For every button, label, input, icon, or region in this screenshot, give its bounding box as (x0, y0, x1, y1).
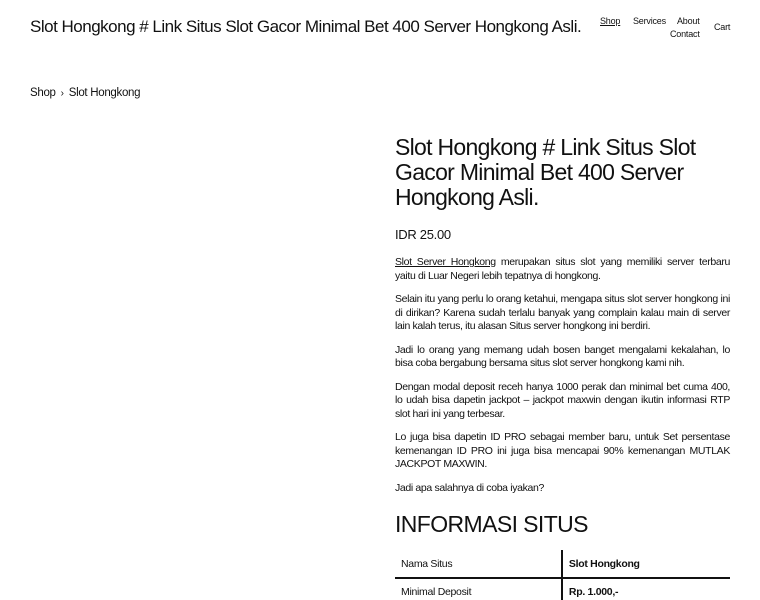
table-cell-value: Rp. 1.000,- (562, 578, 730, 600)
table-row (395, 578, 730, 600)
nav-item-shop[interactable]: Shop (600, 16, 621, 26)
nav-item-cart[interactable]: Cart (714, 22, 731, 32)
description-paragraph (395, 256, 730, 283)
table-cell-value: Slot Hongkong (562, 550, 730, 578)
table-cell-label: Minimal Deposit (401, 586, 472, 598)
breadcrumb (30, 87, 140, 99)
site-title[interactable]: Slot Hongkong # Link Situs Slot Gacor Minimal Bet 400 Server Hongkong Asli. (30, 17, 582, 36)
section-heading: INFORMASI SITUS (395, 511, 588, 537)
slot-server-hongkong-link[interactable]: Slot Server Hongkong (395, 256, 496, 268)
table-row (395, 550, 730, 578)
breadcrumb-current[interactable]: Slot Hongkong (68, 87, 141, 99)
description-paragraph: Lo juga bisa dapetin ID PRO sebagai member baru, untuk Set persentase kemenangan ID PRO ini juga bisa mencapai 90% kemenangan MUTLAK JACKPOT MAXWIN. (395, 431, 730, 470)
product-summary (395, 135, 730, 600)
description-paragraph: Jadi lo orang yang memang udah bosen banget mengalami kekalahan, lo bisa coba bergabung bersama situs slot server hongkong kami nih. (395, 343, 730, 369)
product-title: Slot Hongkong # Link Situs Slot Gacor Minimal Bet 400 Server Hongkong Asli. (395, 134, 696, 210)
product-description (395, 256, 730, 495)
nav-item-about[interactable]: About (677, 16, 700, 26)
breadcrumb-separator: › (60, 88, 64, 99)
description-paragraph: Dengan modal deposit receh hanya 1000 perak dan minimal bet cuma 400, lo udah bisa dapetin jackpot – jackpot maxwin dengan ikutin informasi RTP slot hari ini yang terbesar. (395, 380, 730, 420)
description-paragraph: Selain itu yang perlu lo orang ketahui, mengapa situs slot server hongkong ini di dirikan? Karena sudah terlalu banyak yang complain kalau main di server lain kalah terus, itu alasan Situs server hongkong ini berdiri. (395, 293, 730, 332)
breadcrumb-shop-link[interactable]: Shop (30, 87, 56, 99)
nav-item-contact[interactable]: Contact (670, 29, 700, 39)
description-paragraph: Jadi apa salahnya di coba iyakan? (395, 481, 544, 494)
table-cell-label: Nama Situs (401, 557, 453, 570)
nav-item-services[interactable]: Services (633, 16, 666, 26)
main-nav (595, 14, 735, 44)
site-header (0, 0, 760, 60)
description-text: merupakan situs slot yang memiliki server terbaru yaitu di Luar Negeri lebih tepatnya di hongkong. (395, 256, 730, 282)
site-info-table (395, 550, 730, 600)
product-price: IDR 25.00 (395, 227, 451, 242)
